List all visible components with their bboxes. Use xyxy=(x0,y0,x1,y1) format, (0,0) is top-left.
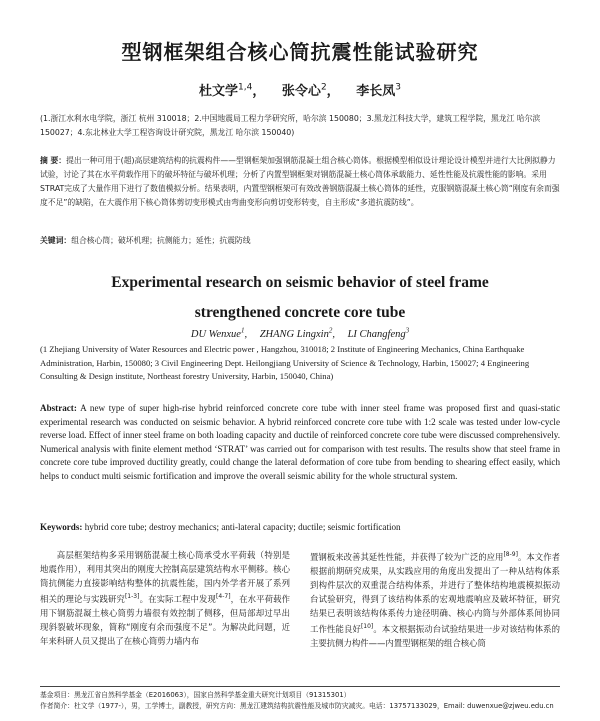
footnote-author-bio: 作者简介：杜文学（1977-），男，工学博士，副教授，研究方向：黑龙江建筑结构抗震性能及城市防灾减灾。电话：13757133029，Email: duwenxue@zjweu.edu.cn xyxy=(40,702,554,710)
english-author: LI Changfeng$^3$ xyxy=(347,326,410,340)
citation: [1-3] xyxy=(124,593,140,601)
citation: [8-9] xyxy=(503,551,518,558)
english-affiliation: (1 Zhejiang University of Water Resources and Electric power , Hangzhou, 310018; 2 Institute of Engineering Mechanics, China Earthquake Administration, Harbin, 150080; 3 Civil Engineering Dept. Heilongjiang University of Science & Technology, Harbin, 150027; 4 Engineering Consulting & Design institute, Northeast forestry University, Harbin, 150040, China) xyxy=(40,344,530,382)
body-column-right: 置钢板来改善其延性性能，并获得了较为广泛的应用[8-9]。本文作者根据前期研究成果，从实践应用的角度出发提出了一种从结构体系到构件层次的双重混合结构体系，并进行了整体结构地震模拟振动台试验研究，得到了该结构体系的宏观地震响应及破坏特征，研究结果已表明该结构体系传力途径明确、核心内筒与外部体系间协同工作性能良好[10]。本文根据振动台试验结果进一步对该结构体系的主要抗侧力构件——内置型钢框架的组合核心筒 xyxy=(310,551,561,649)
chinese-author: 张令心$^2$， xyxy=(281,82,340,99)
english-author: ZHANG Lingxin$^2$, xyxy=(259,326,335,340)
chinese-abstract-text: 提出一种可用于(超)高层建筑结构的抗震构件——型钢框架加强钢筋混凝土组合核心筒体。根据模型相似设计理论设计模型并进行大比例拟静力试验，讨论了其在水平荷载作用下的破坏特征与破坏机理；分析了内置型钢框架对钢筋混凝土核心筒体承载能力、延性性能及抗震性能的影响。采用STRAT完成了大量作用下进行了数值模拟分析。结果表明，内置型钢框架可有效改善钢筋混凝土核心筒体的延性，克服钢筋混凝土核心筒“刚度有余而强度不足”的缺陷，在大震作用下核心筒体剪切变形模式由弯曲变形向剪切变形转变，自主形成“多道抗震防线”。 xyxy=(40,156,560,207)
chinese-author: 李长凤$^3$ xyxy=(356,82,401,99)
chinese-keywords-label: 关键词： xyxy=(40,236,72,245)
english-author: DU Wenxue$^1$, xyxy=(190,326,248,340)
chinese-abstract-label: 摘 要： xyxy=(40,156,67,165)
body-column-left: 高层框架结构多采用钢筋混凝土核心筒承受水平荷载（特别是地震作用），利用其突出的刚度大控制高层建筑结构水平侧移。核心筒抗侧能力直接影响结构整体的抗震性能，国内外学者开展了系列相关的理论与实践研究[1-3]。在实际工程中发现[4-7]，在水平荷载作用下钢筋混凝土核心筒剪力墙很有效控制了侧移，但局部却过早出现斜裂破坏现象，简称“刚度有余而强度不足”。为解决此问题，近年来科研人员又提出了在核心筒剪力墙内布 xyxy=(40,550,291,647)
footnote-divider xyxy=(40,686,560,687)
english-title-line-2: strengthened concrete core tube xyxy=(194,304,406,321)
chinese-affiliation: (1.浙江水利水电学院，浙江 杭州 310018；2.中国地震局工程力学研究所，哈尔滨 150080；3.黑龙江科技大学，建筑工程学院，黑龙江 哈尔滨 150027；4.东北林业大学工程咨询设计研究院，黑龙江 哈尔滨 150040) xyxy=(40,114,541,137)
english-abstract xyxy=(40,402,560,484)
chinese-keywords-text: 组合核心筒；破坏机理；抗侧能力；延性；抗震防线 xyxy=(71,236,251,245)
citation: [4-7] xyxy=(216,593,231,601)
citation: [10] xyxy=(360,623,374,631)
footnote-funding: 基金项目：黑龙江省自然科学基金（E2016063），国家自然科学基金重大研究计划项目（91315301） xyxy=(40,691,351,699)
english-keywords-label: Keywords: xyxy=(40,522,83,532)
english-abstract-label: Abstract: xyxy=(40,403,77,413)
chinese-author-list xyxy=(0,80,600,99)
chinese-keywords xyxy=(40,234,560,248)
chinese-abstract xyxy=(40,154,560,210)
english-keywords xyxy=(40,521,560,534)
english-keywords-text: hybrid core tube; destroy mechanics; anti-lateral capacity; ductile; seismic fortification xyxy=(84,522,401,532)
english-author-list xyxy=(0,326,600,340)
chinese-title: 型钢框架组合核心筒抗震性能试验研究 xyxy=(121,40,479,64)
chinese-author: 杜文学$^{1,4}$， xyxy=(199,82,266,99)
english-abstract-text: A new type of super high-rise hybrid reinforced concrete core tube with inner steel frame was proposed first and quasi-static experimental research was conducted on seismic behavior. A hybrid reinforced concrete core tube with 1:2 scale was tested under low-cycle reverse load. Effect of inner steel frame on both loading capacity and ductile of reinforced concrete core tube were discussed comprehensively. Numerical analysis with finite element method ‘STRAT’ was carried out for comparison with test results. The results show that steel frame in concrete core tube improved ductility greatly, could change the lateral deformation of core tube from bending to shearing effect easily, which helps to conduct multi seismic fortification and improve the overall seismic ability for the whole structural system. xyxy=(40,403,560,481)
english-title-line-1: Experimental research on seismic behavior of steel frame xyxy=(111,274,489,291)
